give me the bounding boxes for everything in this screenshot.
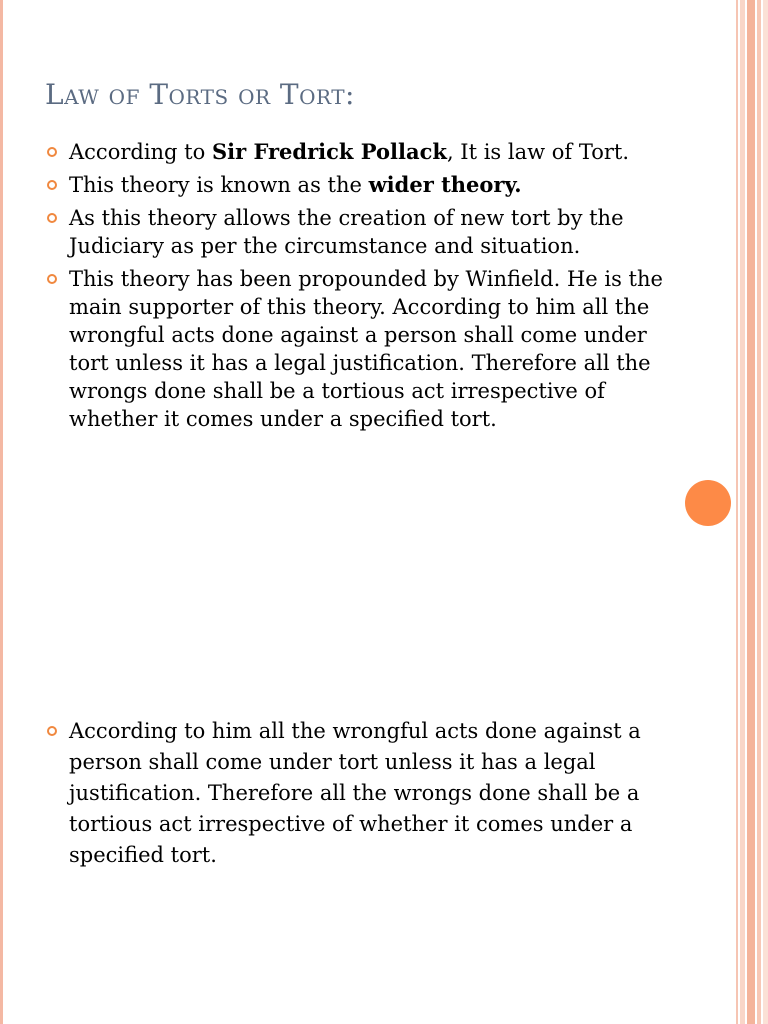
bullet-marker-icon xyxy=(47,180,57,190)
orange-circle-icon xyxy=(685,480,731,526)
bullet-text-bold: wider theory. xyxy=(368,172,522,197)
stripe xyxy=(740,0,745,1024)
bullet-list xyxy=(45,138,665,438)
second-bullet-list xyxy=(45,716,665,876)
bullet-marker-icon xyxy=(47,274,57,284)
bullet-marker-icon xyxy=(47,726,57,736)
bullet-text-bold: Sir Fredrick Pollack xyxy=(211,139,447,164)
stripe xyxy=(763,0,768,1024)
bullet-item-pollack xyxy=(45,138,665,166)
bullet-item-judiciary xyxy=(45,204,665,260)
stripe xyxy=(736,0,738,1024)
bullet-text: This theory has been propounded by Winfield. He is the main supporter of this theory. According to him all the wrongful acts done against a person shall come under tort unless it has a legal justification. Therefore all the wrongs done shall be a tortious act irrespective of whether it comes under a specified tort. xyxy=(69,267,663,431)
bullet-text-pre: According to xyxy=(69,140,212,164)
bullet-item-winfield xyxy=(45,265,665,433)
right-decorative-stripes xyxy=(736,0,768,1024)
left-border-line xyxy=(0,0,3,1024)
bullet-text-pre: This theory is known as the xyxy=(69,173,369,197)
bullet-text-post: , It is law of Tort. xyxy=(446,140,630,164)
bullet-item-wider-theory xyxy=(45,171,665,199)
stripe xyxy=(747,0,755,1024)
bullet-item-wrongful-acts xyxy=(45,716,665,871)
bullet-text: According to him all the wrongful acts done against a person shall come under tort unless it has a legal justification. Therefore all the wrongs done shall be a tortious act irrespective of whether it comes under a specified tort. xyxy=(69,719,641,867)
bullet-text: As this theory allows the creation of new tort by the Judiciary as per the circumstance and situation. xyxy=(69,206,624,258)
bullet-marker-icon xyxy=(47,147,57,157)
bullet-marker-icon xyxy=(47,213,57,223)
slide-title: Law of Torts or Tort: xyxy=(45,78,355,111)
stripe xyxy=(757,0,761,1024)
